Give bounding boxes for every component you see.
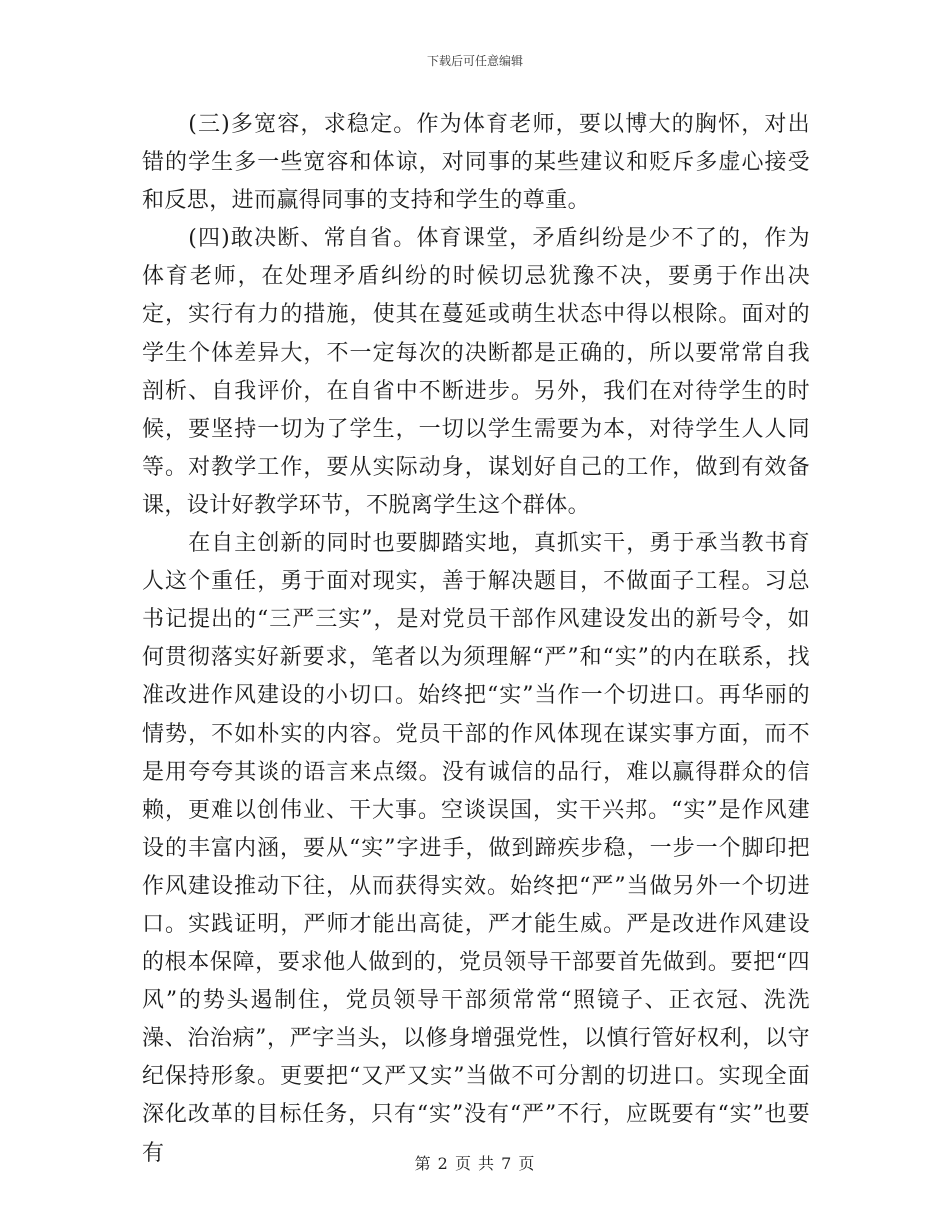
paragraph-3: (三)多宽容，求稳定。作为体育老师，要以博大的胸怀，对出错的学生多一些宽容和体谅，对同事的某些建议和贬斥多虚心接受和反思，进而赢得同事的支持和学生的尊重。 xyxy=(142,112,810,214)
page-number-footer: 第 2 页 共 7 页 xyxy=(414,1154,536,1173)
page-header: 下载后可任意编辑 xyxy=(426,54,523,68)
document-body xyxy=(142,106,810,1173)
paragraph-innovation: 在自主创新的同时也要脚踏实地，真抓实干，勇于承当教书育人这个重任，勇于面对现实，善于解决题目，不做面子工程。习总书记提出的“三严三实”，是对党员干部作风建设发出的新号令，如何贯彻落实好新要求，笔者以为须理解“严”和“实”的内在联系，找准改进作风建设的小切口。始终把“实”当作一个切进口。再华丽的情势，不如朴实的内容。党员干部的作风体现在谋实事方面，而不是用夸夸其谈的语言来点缀。没有诚信的品行，难以赢得群众的信赖，更难以创伟业、干大事。空谈误国，实干兴邦。“实”是作风建设的丰富内涵，要从“实”字进手，做到蹄疾步稳，一步一个脚印把作风建设推动下往，从而获得实效。始终把“严”当做另外一个切进口。实践证明，严师才能出高徒，严才能生威。严是改进作风建设的根本保障，要求他人做到的，党员领导干部要首先做到。要把“四风”的势头遏制住，党员领导干部须常常“照镜子、正衣冠、洗洗澡、治治病”，严字当头，以修身增强党性，以慎行管好权利，以守纪保持形象。更要把“又严又实”当做不可分割的切进口。实现全面深化改革的目标任务，只有“实”没有“严”不行，应既要有“实”也要有 xyxy=(142,531,810,1166)
paragraph-4: (四)敢决断、常自省。体育课堂，矛盾纠纷是少不了的，作为体育老师，在处理矛盾纠纷的时候切忌犹豫不决，要勇于作出决定，实行有力的措施，使其在蔓延或萌生状态中得以根除。面对的学生个体差异大，不一定每次的决断都是正确的，所以要常常自我剖析、自我评价，在自省中不断进步。另外，我们在对待学生的时候，要坚持一切为了学生，一切以学生需要为本，对待学生人人同等。对教学工作，要从实际动身，谋划好自己的工作，做到有效备课，设计好教学环节，不脱离学生这个群体。 xyxy=(142,226,810,518)
